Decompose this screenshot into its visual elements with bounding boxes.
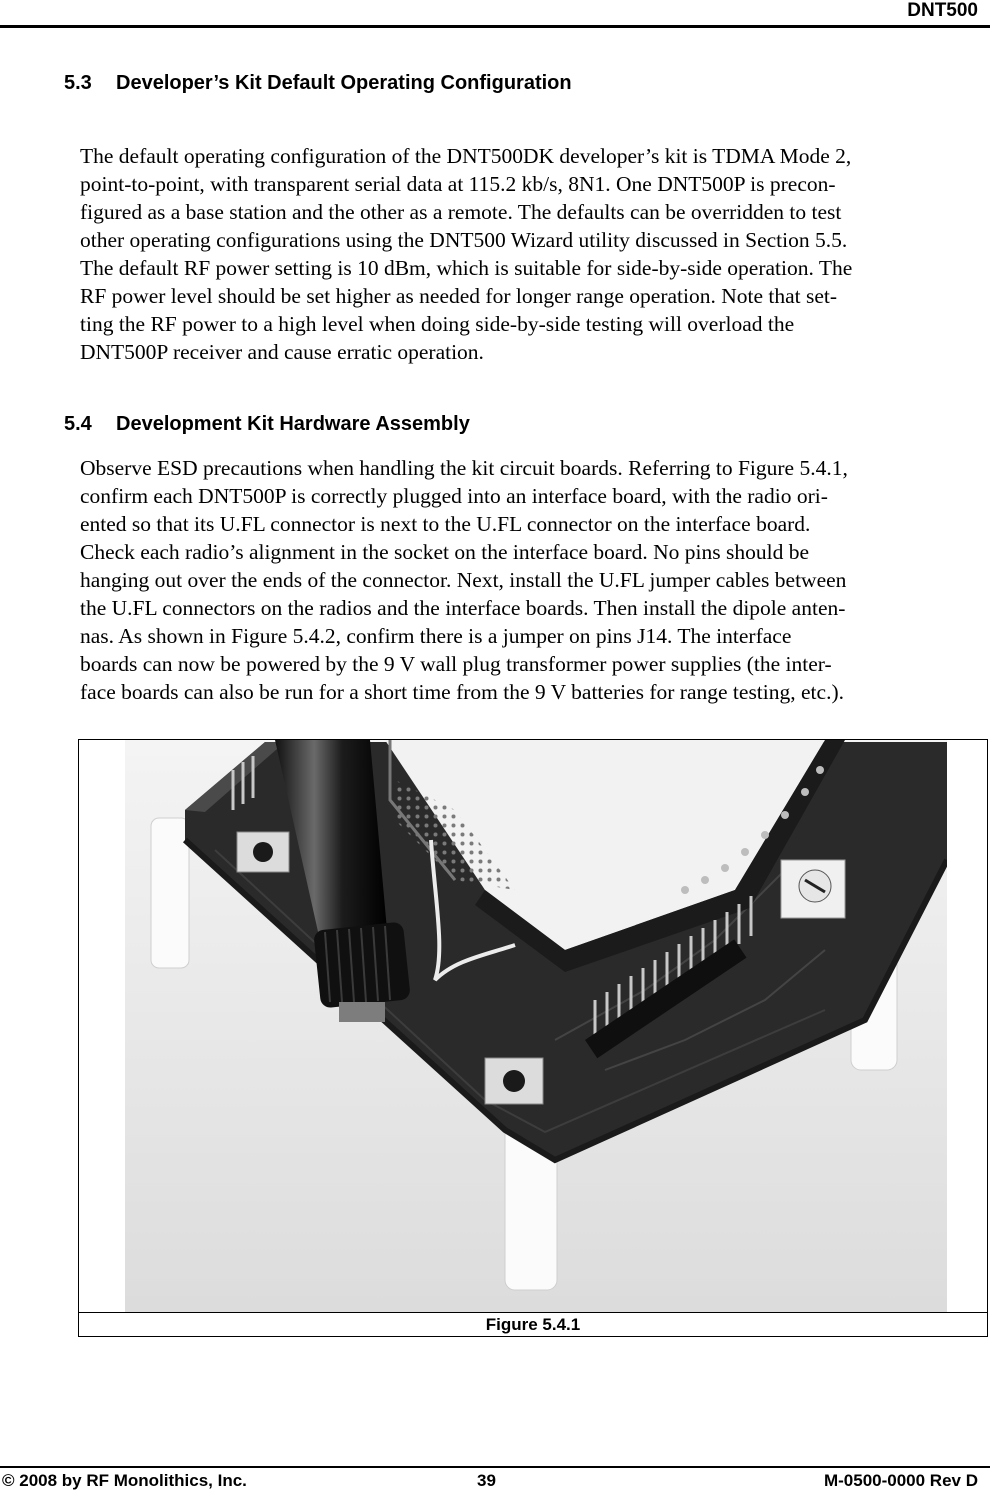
- figure-caption: Figure 5.4.1: [485, 1315, 581, 1334]
- board-photo: [125, 740, 947, 1312]
- header-rule: [0, 25, 990, 28]
- caption-rule: [79, 1312, 987, 1313]
- section-number: 5.3: [64, 72, 92, 94]
- section-title: Developer’s Kit Default Operating Configuration: [116, 72, 572, 94]
- paragraph-line: other operating configurations using the DNT500 Wizard utility discussed in Section 5.5.: [80, 228, 848, 252]
- section-5-4-heading: [64, 413, 470, 436]
- potentiometer: [781, 860, 845, 918]
- section-number: 5.4: [64, 413, 92, 435]
- paragraph-line: figured as a base station and the other as a remote. The defaults can be overridden to test: [80, 200, 842, 224]
- paragraph-line: confirm each DNT500P is correctly plugged into an interface board, with the radio ori-: [80, 484, 828, 508]
- section-5-3-heading: [64, 72, 572, 95]
- paragraph-line: The default operating configuration of the DNT500DK developer’s kit is TDMA Mode 2,: [80, 144, 852, 168]
- paragraph-line: The default RF power setting is 10 dBm, which is suitable for side-by-side operation. The: [80, 256, 853, 280]
- paragraph-line: point-to-point, with transparent serial data at 115.2 kb/s, 8N1. One DNT500P is precon-: [80, 172, 836, 196]
- paragraph-line: face boards can also be run for a short time from the 9 V batteries for range testing, etc.).: [80, 680, 844, 704]
- paragraph-line: boards can now be powered by the 9 V wall plug transformer power supplies (the inter-: [80, 652, 832, 676]
- footer-rule: [0, 1466, 990, 1468]
- footer-doc-number: M-0500-0000 Rev D: [823, 1471, 978, 1490]
- paragraph-line: Observe ESD precautions when handling the kit circuit boards. Referring to Figure 5.4.1,: [80, 456, 848, 480]
- paragraph-line: Check each radio’s alignment in the socket on the interface board. No pins should be: [80, 540, 809, 564]
- footer-page-number: 39: [477, 1471, 496, 1490]
- paragraph-line: RF power level should be set higher as needed for longer range operation. Note that set-: [80, 284, 838, 308]
- footer-copyright: © 2008 by RF Monolithics, Inc.: [2, 1471, 247, 1490]
- paragraph-line: ting the RF power to a high level when doing side-by-side testing will overload the: [80, 312, 795, 336]
- section-5-4-paragraph: [80, 454, 985, 706]
- section-5-3-paragraph: [80, 142, 985, 366]
- paragraph-line: DNT500P receiver and cause erratic operation.: [80, 340, 484, 364]
- header-title: DNT500: [907, 0, 978, 21]
- section-title: Development Kit Hardware Assembly: [116, 413, 470, 435]
- paragraph-line: ented so that its U.FL connector is next to the U.FL connector on the interface board.: [80, 512, 811, 536]
- paragraph-line: the U.FL connectors on the radios and the interface boards. Then install the dipole anten-: [80, 596, 846, 620]
- paragraph-line: nas. As shown in Figure 5.4.2, confirm there is a jumper on pins J14. The interface: [80, 624, 792, 648]
- figure-frame: [78, 739, 988, 1337]
- paragraph-line: hanging out over the ends of the connector. Next, install the U.FL jumper cables between: [80, 568, 847, 592]
